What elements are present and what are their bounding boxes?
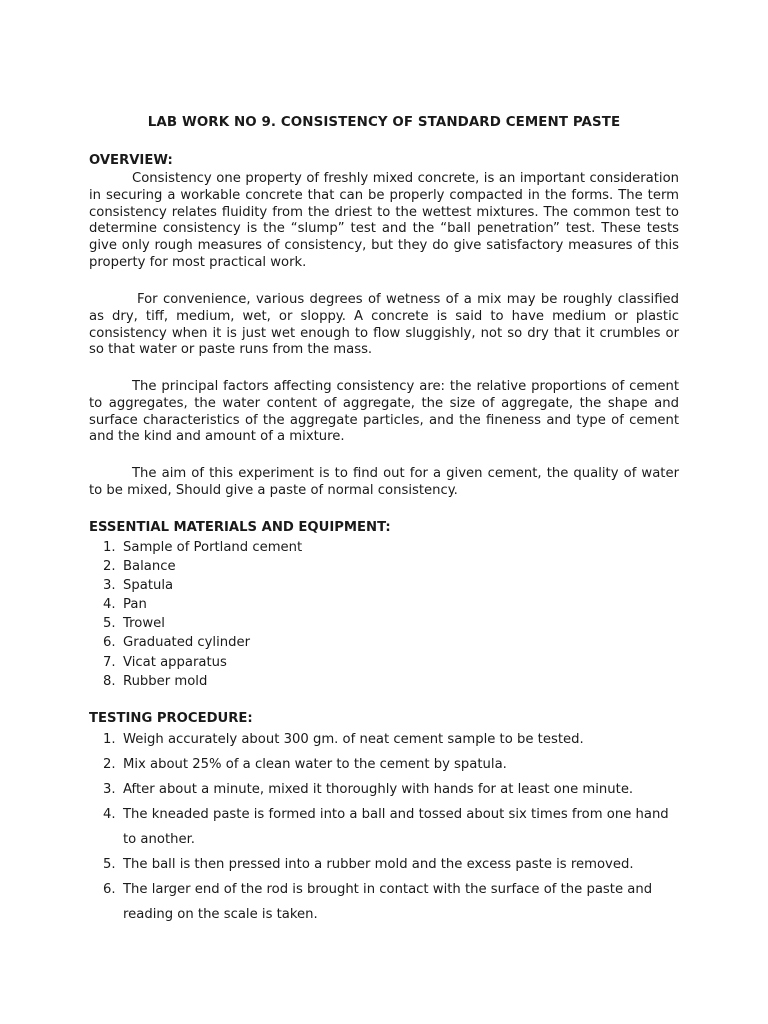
procedure-step: 3. After about a minute, mixed it thoroughly with hands for at least one minute. (103, 782, 634, 797)
equipment-heading-text: ESSENTIAL MATERIALS AND EQUIPMENT: (89, 520, 391, 535)
procedure-step: 4. The kneaded paste is formed into a ball and tossed about six times from one hand to another. (103, 807, 669, 847)
equipment-item: 8. Rubber mold (103, 673, 208, 689)
overview-heading (89, 153, 679, 168)
overview-paragraph-1 (89, 171, 679, 272)
equipment-item: 4. Pan (103, 597, 147, 613)
procedure-step: 5. The ball is then pressed into a rubber mold and the excess paste is removed. (103, 857, 634, 872)
procedure-step: 6. The larger end of the rod is brought in contact with the surface of the paste and reading on the scale is taken. (103, 882, 653, 922)
equipment-item: 5. Trowel (103, 616, 165, 632)
overview-paragraph-2-text: For convenience, various degrees of wetness of a mix may be roughly classified as dry, tiff, medium, wet, or sloppy. A concrete is said to have medium or plastic consistency when it is just wet enough to flow sluggishly, not so dry that it crumbles or so that water or paste runs from the mass. (89, 292, 679, 358)
equipment-list (89, 538, 679, 691)
overview-paragraph-3-text: The principal factors affecting consistency are: the relative proportions of cement to aggregates, the water content of aggregate, the size of aggregate, the shape and surface characteristics of the aggregate particles, and the fineness and type of cement and the kind and amount of a mixture. (89, 379, 679, 445)
equipment-item: 2. Balance (103, 559, 176, 575)
equipment-item: 7. Vicat apparatus (103, 654, 227, 670)
equipment-item: 3. Spatula (103, 578, 174, 594)
overview-paragraph-4-text: The aim of this experiment is to find out for a given cement, the quality of water to be mixed, Should give a paste of normal consistency. (89, 466, 679, 498)
procedure-list (89, 727, 679, 927)
document-title: LAB WORK NO 9. CONSISTENCY OF STANDARD CEMENT PASTE (147, 115, 621, 130)
equipment-heading (89, 520, 679, 535)
overview-paragraph-1-text: Consistency one property of freshly mixed concrete, is an important consideration in securing a workable concrete that can be properly compacted in the forms. The term consistency relates fluidity from the driest to the wettest mixtures. The common test to determine consistency is the “slump” test and the “ball penetration” test. These tests give only rough measures of consistency, but they do give satisfactory measures of this property for most practical work. (89, 171, 679, 270)
procedure-step: 2. Mix about 25% of a clean water to the cement by spatula. (103, 757, 507, 772)
overview-paragraph-3 (89, 379, 679, 446)
overview-paragraph-4 (89, 466, 679, 500)
overview-paragraph-2 (89, 292, 679, 359)
procedure-heading (89, 711, 679, 726)
equipment-item: 6. Graduated cylinder (103, 635, 251, 651)
procedure-heading-text: TESTING PROCEDURE: (89, 711, 253, 726)
procedure-step: 1. Weigh accurately about 300 gm. of neat cement sample to be tested. (103, 732, 584, 747)
overview-heading-text: OVERVIEW: (89, 153, 173, 168)
equipment-item: 1. Sample of Portland cement (103, 540, 303, 555)
equipment-list-container (89, 538, 679, 691)
procedure-list-container (89, 727, 679, 927)
